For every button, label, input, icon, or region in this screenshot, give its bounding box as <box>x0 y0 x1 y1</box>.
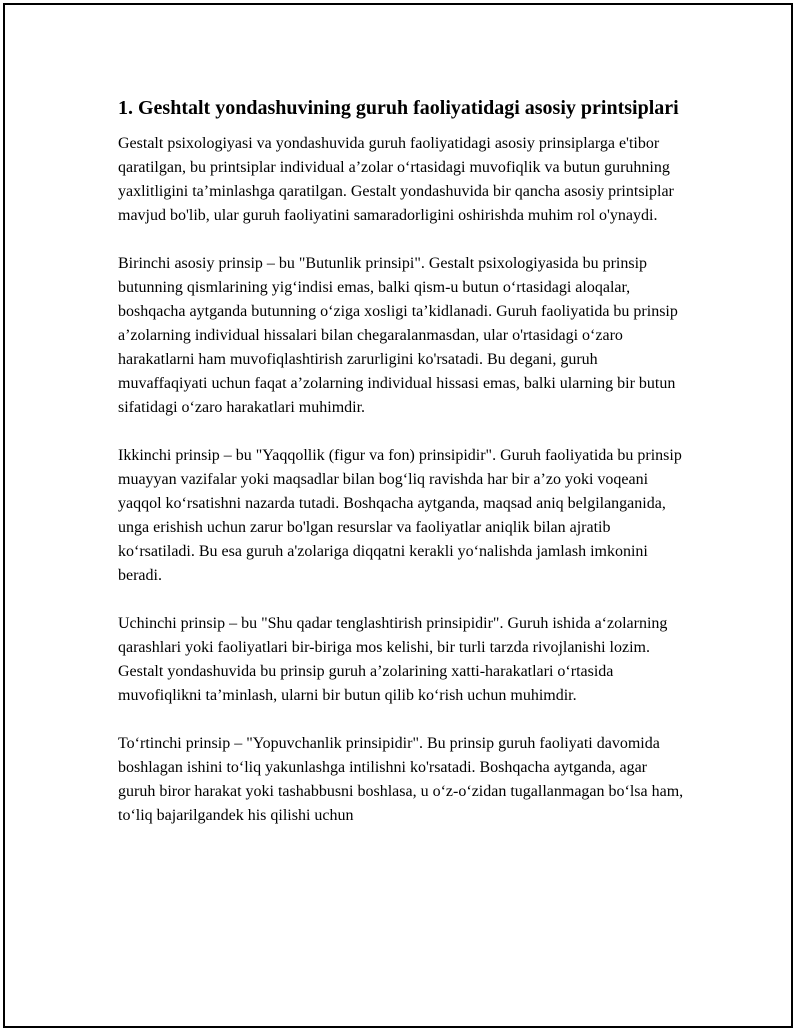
paragraph-fourth-principle: To‘rtinchi prinsip – "Yopuvchanlik prinsipidir". Bu prinsip guruh faoliyati davomida boshlagan ishini to‘liq yakunlashga intilishni ko'rsatadi. Boshqacha aytganda, agar guruh biror harakat yoki tashabbusni boshlasa, u o‘z-o‘zidan tugallanmagan bo‘lsa ham, to‘liq bajarilgandek his qilishi uchun <box>118 735 684 824</box>
paragraph-second-principle: Ikkinchi prinsip – bu "Yaqqollik (figur va fon) prinsipidir". Guruh faoliyatida bu prinsip muayyan vazifalar yoki maqsadlar bilan bog‘liq ravishda har bir a’zo yoki voqeani yaqqol ko‘rsatishni nazarda tutadi. Boshqacha aytganda, maqsad aniq belgilanganida, unga erishish uchun zarur bo'lgan resurslar va faoliyatlar aniqlik bilan ajratib ko‘rsatiladi. Bu esa guruh a'zolariga diqqatni kerakli yo‘nalishda jamlash imkonini beradi. <box>118 447 682 584</box>
paragraph-third-principle: Uchinchi prinsip – bu "Shu qadar tenglashtirish prinsipidir". Guruh ishida a‘zolarning qarashlari yoki faoliyatlari bir-biriga mos kelishi, bir turli tarzda rivojlanishi lozim. Gestalt yondashuvida bu prinsip guruh a’zolarining xatti-harakatlari o‘rtasida muvofiqlikni ta’minlash, ularni bir butun qilib ko‘rish uchun muhimdir. <box>118 615 668 704</box>
document-body <box>118 94 688 852</box>
section-heading: 1. Geshtalt yondashuvining guruh faoliyatidagi asosiy printsiplari <box>118 97 679 119</box>
paragraph-first-principle: Birinchi asosiy prinsip – bu "Butunlik prinsipi". Gestalt psixologiyasida bu prinsip butunning qismlarining yig‘indisi emas, balki qism-u butun o‘rtasidagi aloqalar, boshqacha aytganda butunning o‘ziga xosligi ta’kidlanadi. Guruh faoliyatida bu prinsip a’zolarning individual hissalari bilan chegaralanmasdan, ular o'rtasidagi o‘zaro harakatlarni ham muvofiqlashtirish zarurligini ko'rsatadi. Bu degani, guruh muvaffaqiyati uchun faqat a’zolarning individual hissasi emas, balki ularning bir butun sifatidagi o‘zaro harakatlari muhimdir. <box>118 255 678 416</box>
paragraph-intro: Gestalt psixologiyasi va yondashuvida guruh faoliyatidagi asosiy prinsiplarga e'tibor qaratilgan, bu printsiplar individual a’zolar o‘rtasidagi muvofiqlik va butun guruhning yaxlitligini ta’minlashga qaratilgan. Gestalt yondashuvida bir qancha asosiy printsiplar mavjud bo'lib, ular guruh faoliyatini samaradorligini oshirishda muhim rol o'ynaydi. <box>118 135 674 224</box>
